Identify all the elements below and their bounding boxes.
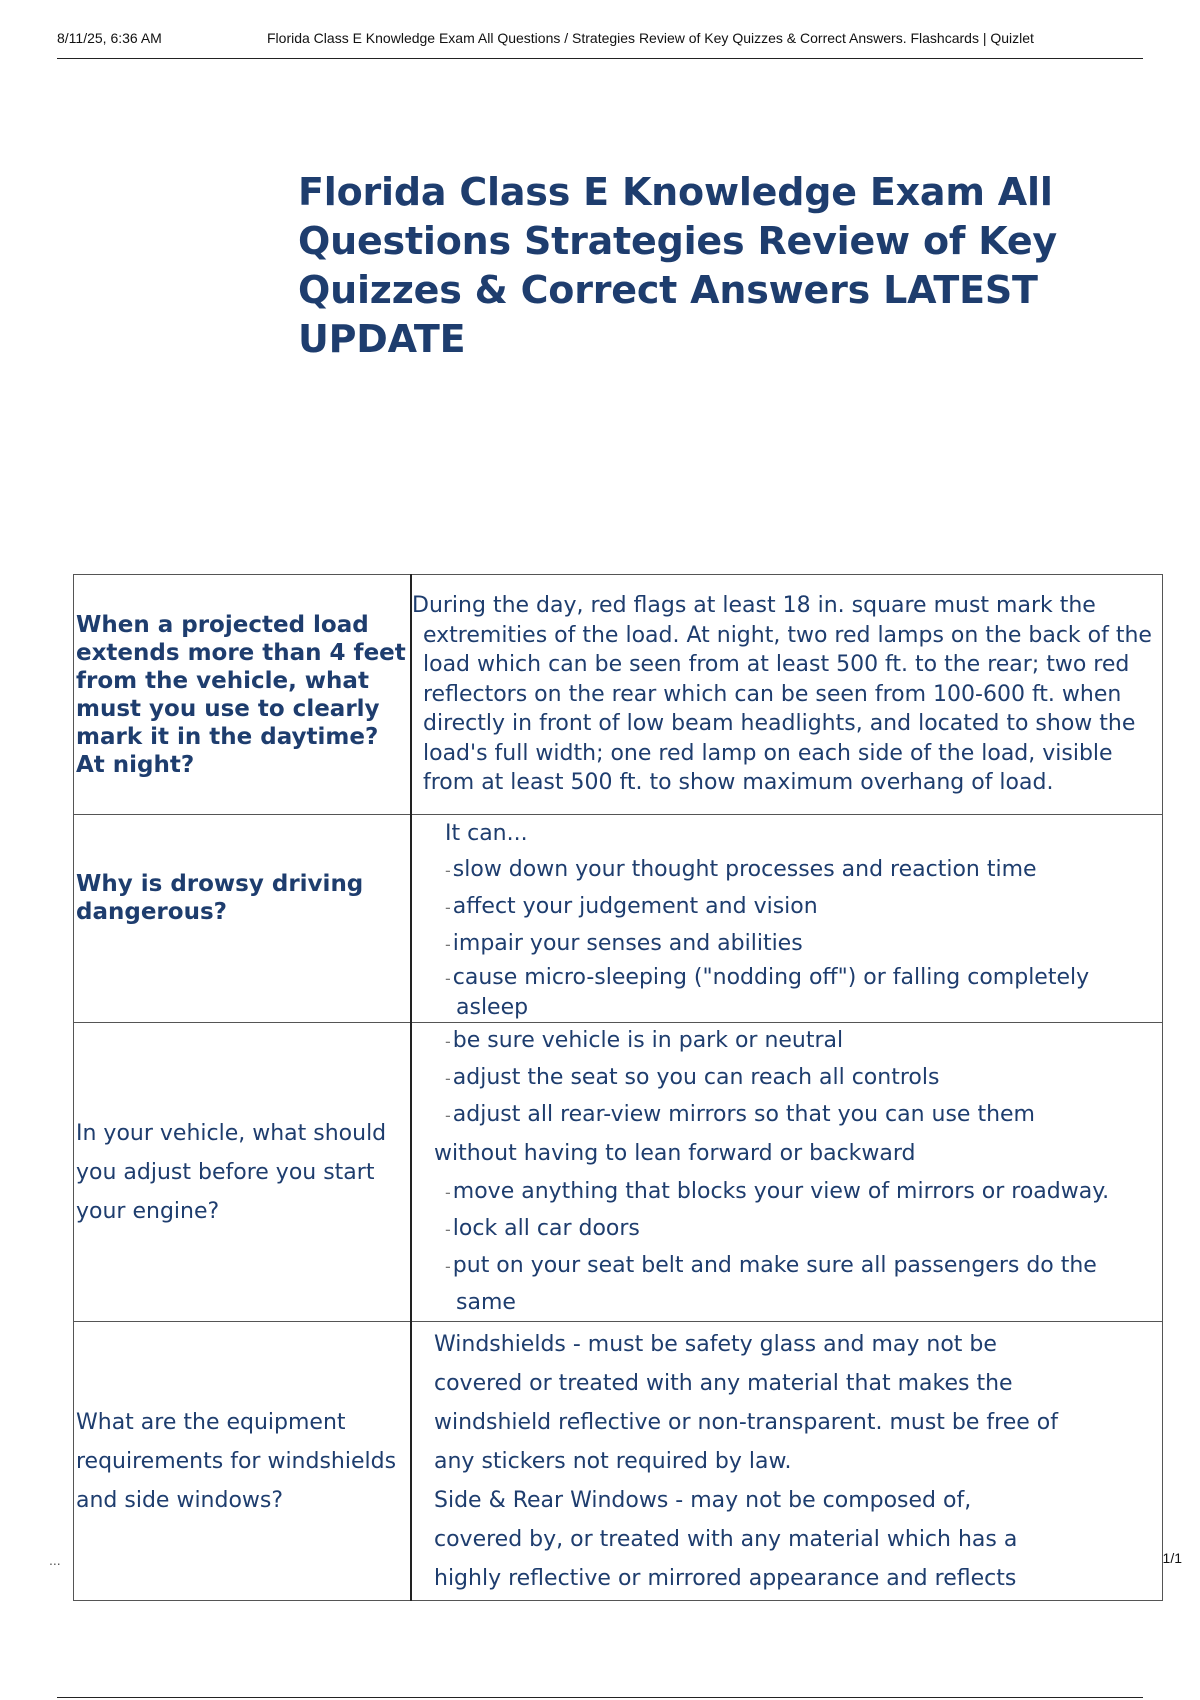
question-cell [74, 575, 412, 815]
dash-glyph: - [445, 934, 451, 954]
dash-glyph: - [445, 968, 451, 988]
answer-list [412, 1325, 1162, 1598]
table-row [74, 1023, 1163, 1322]
list-item: -be sure vehicle is in park or neutral [445, 1028, 844, 1053]
table-row [74, 815, 1163, 1023]
answer-list [412, 1023, 1162, 1321]
print-timestamp: 8/11/25, 6:36 AM [57, 30, 162, 46]
list-item: -adjust the seat so you can reach all controls [445, 1065, 940, 1090]
answer-line: any stickers not required by law. [434, 1448, 792, 1474]
question-text: What are the equipment requirements for windshields and side windows? [76, 1409, 397, 1513]
dash-glyph: - [445, 1069, 451, 1088]
list-item: -move anything that blocks your view of mirrors or roadway. [445, 1179, 1110, 1204]
dash-glyph: - [445, 1032, 451, 1051]
question-cell [74, 1322, 412, 1601]
dash-glyph: - [445, 1257, 451, 1276]
answer-cell [411, 575, 1163, 815]
page-title: Florida Class E Knowledge Exam All Questions Strategies Review of Key Quizzes & Correct Answers LATEST UPDATE [298, 170, 1057, 361]
dash-glyph: - [445, 1106, 451, 1125]
question-text: Why is drowsy driving dangerous? [76, 871, 364, 925]
dash-glyph: - [445, 1183, 451, 1202]
answer-line: windshield reflective or non-transparent. must be free of [434, 1409, 1058, 1435]
list-item: -put on your seat belt and make sure all passengers do the same [445, 1253, 1097, 1315]
flashcard-table [73, 574, 1163, 1601]
question-cell [74, 815, 412, 1023]
answer-line: Windshields - must be safety glass and may not be [434, 1331, 997, 1357]
answer-list [412, 816, 1162, 1022]
list-item-continuation: without having to lean forward or backward [434, 1141, 916, 1166]
list-item: -lock all car doors [445, 1216, 640, 1241]
answer-line: highly reflective or mirrored appearance and reflects [434, 1565, 1017, 1591]
list-item: -slow down your thought processes and reaction time [445, 856, 1037, 882]
table-row [74, 575, 1163, 815]
page-number: 1/1 [1162, 1550, 1182, 1566]
answer-line: covered or treated with any material that makes the [434, 1370, 1013, 1396]
print-document-title: Florida Class E Knowledge Exam All Questions / Strategies Review of Key Quizzes & Correct Answers. Flashcards | Quizlet [267, 30, 1034, 46]
list-item: -cause micro-sleeping ("nodding off") or falling completely asleep [445, 964, 1090, 1020]
dash-glyph: - [445, 1220, 451, 1239]
question-text: When a projected load extends more than 4 feet from the vehicle, what must you use to clearly mark it in the daytime? At night? [76, 611, 406, 778]
answer-line: covered by, or treated with any material which has a [434, 1526, 1018, 1552]
answer-text: During the day, red flags at least 18 in. square must mark the extremities of the load. At night, two red lamps on the back of the load which can be seen from at least 500 ft. to the rear; two red reflectors on the rear which can be seen from 100-600 ft. when directly in front of low beam headlights, and located to show the load's full width; one red lamp on each side of the load, visible from at least 500 ft. to show maximum overhang of load. [412, 593, 1152, 796]
table-row [74, 1322, 1163, 1601]
question-text: In your vehicle, what should you adjust before you start your engine? [76, 1120, 387, 1224]
list-item: -impair your senses and abilities [445, 930, 803, 956]
print-header [57, 28, 1143, 59]
dash-glyph: - [445, 860, 451, 880]
divider [57, 1697, 1143, 1698]
answer-cell [411, 1023, 1163, 1322]
list-item: -affect your judgement and vision [445, 893, 818, 919]
answer-cell [411, 815, 1163, 1023]
dash-glyph: - [445, 897, 451, 917]
answer-line: Side & Rear Windows - may not be composed of, [434, 1487, 972, 1513]
list-item: -adjust all rear-view mirrors so that you can use them [445, 1102, 1035, 1127]
answer-intro: It can... [445, 820, 528, 846]
answer-cell [411, 1322, 1163, 1601]
question-cell [74, 1023, 412, 1322]
footer-ellipsis: ... [49, 1552, 61, 1568]
